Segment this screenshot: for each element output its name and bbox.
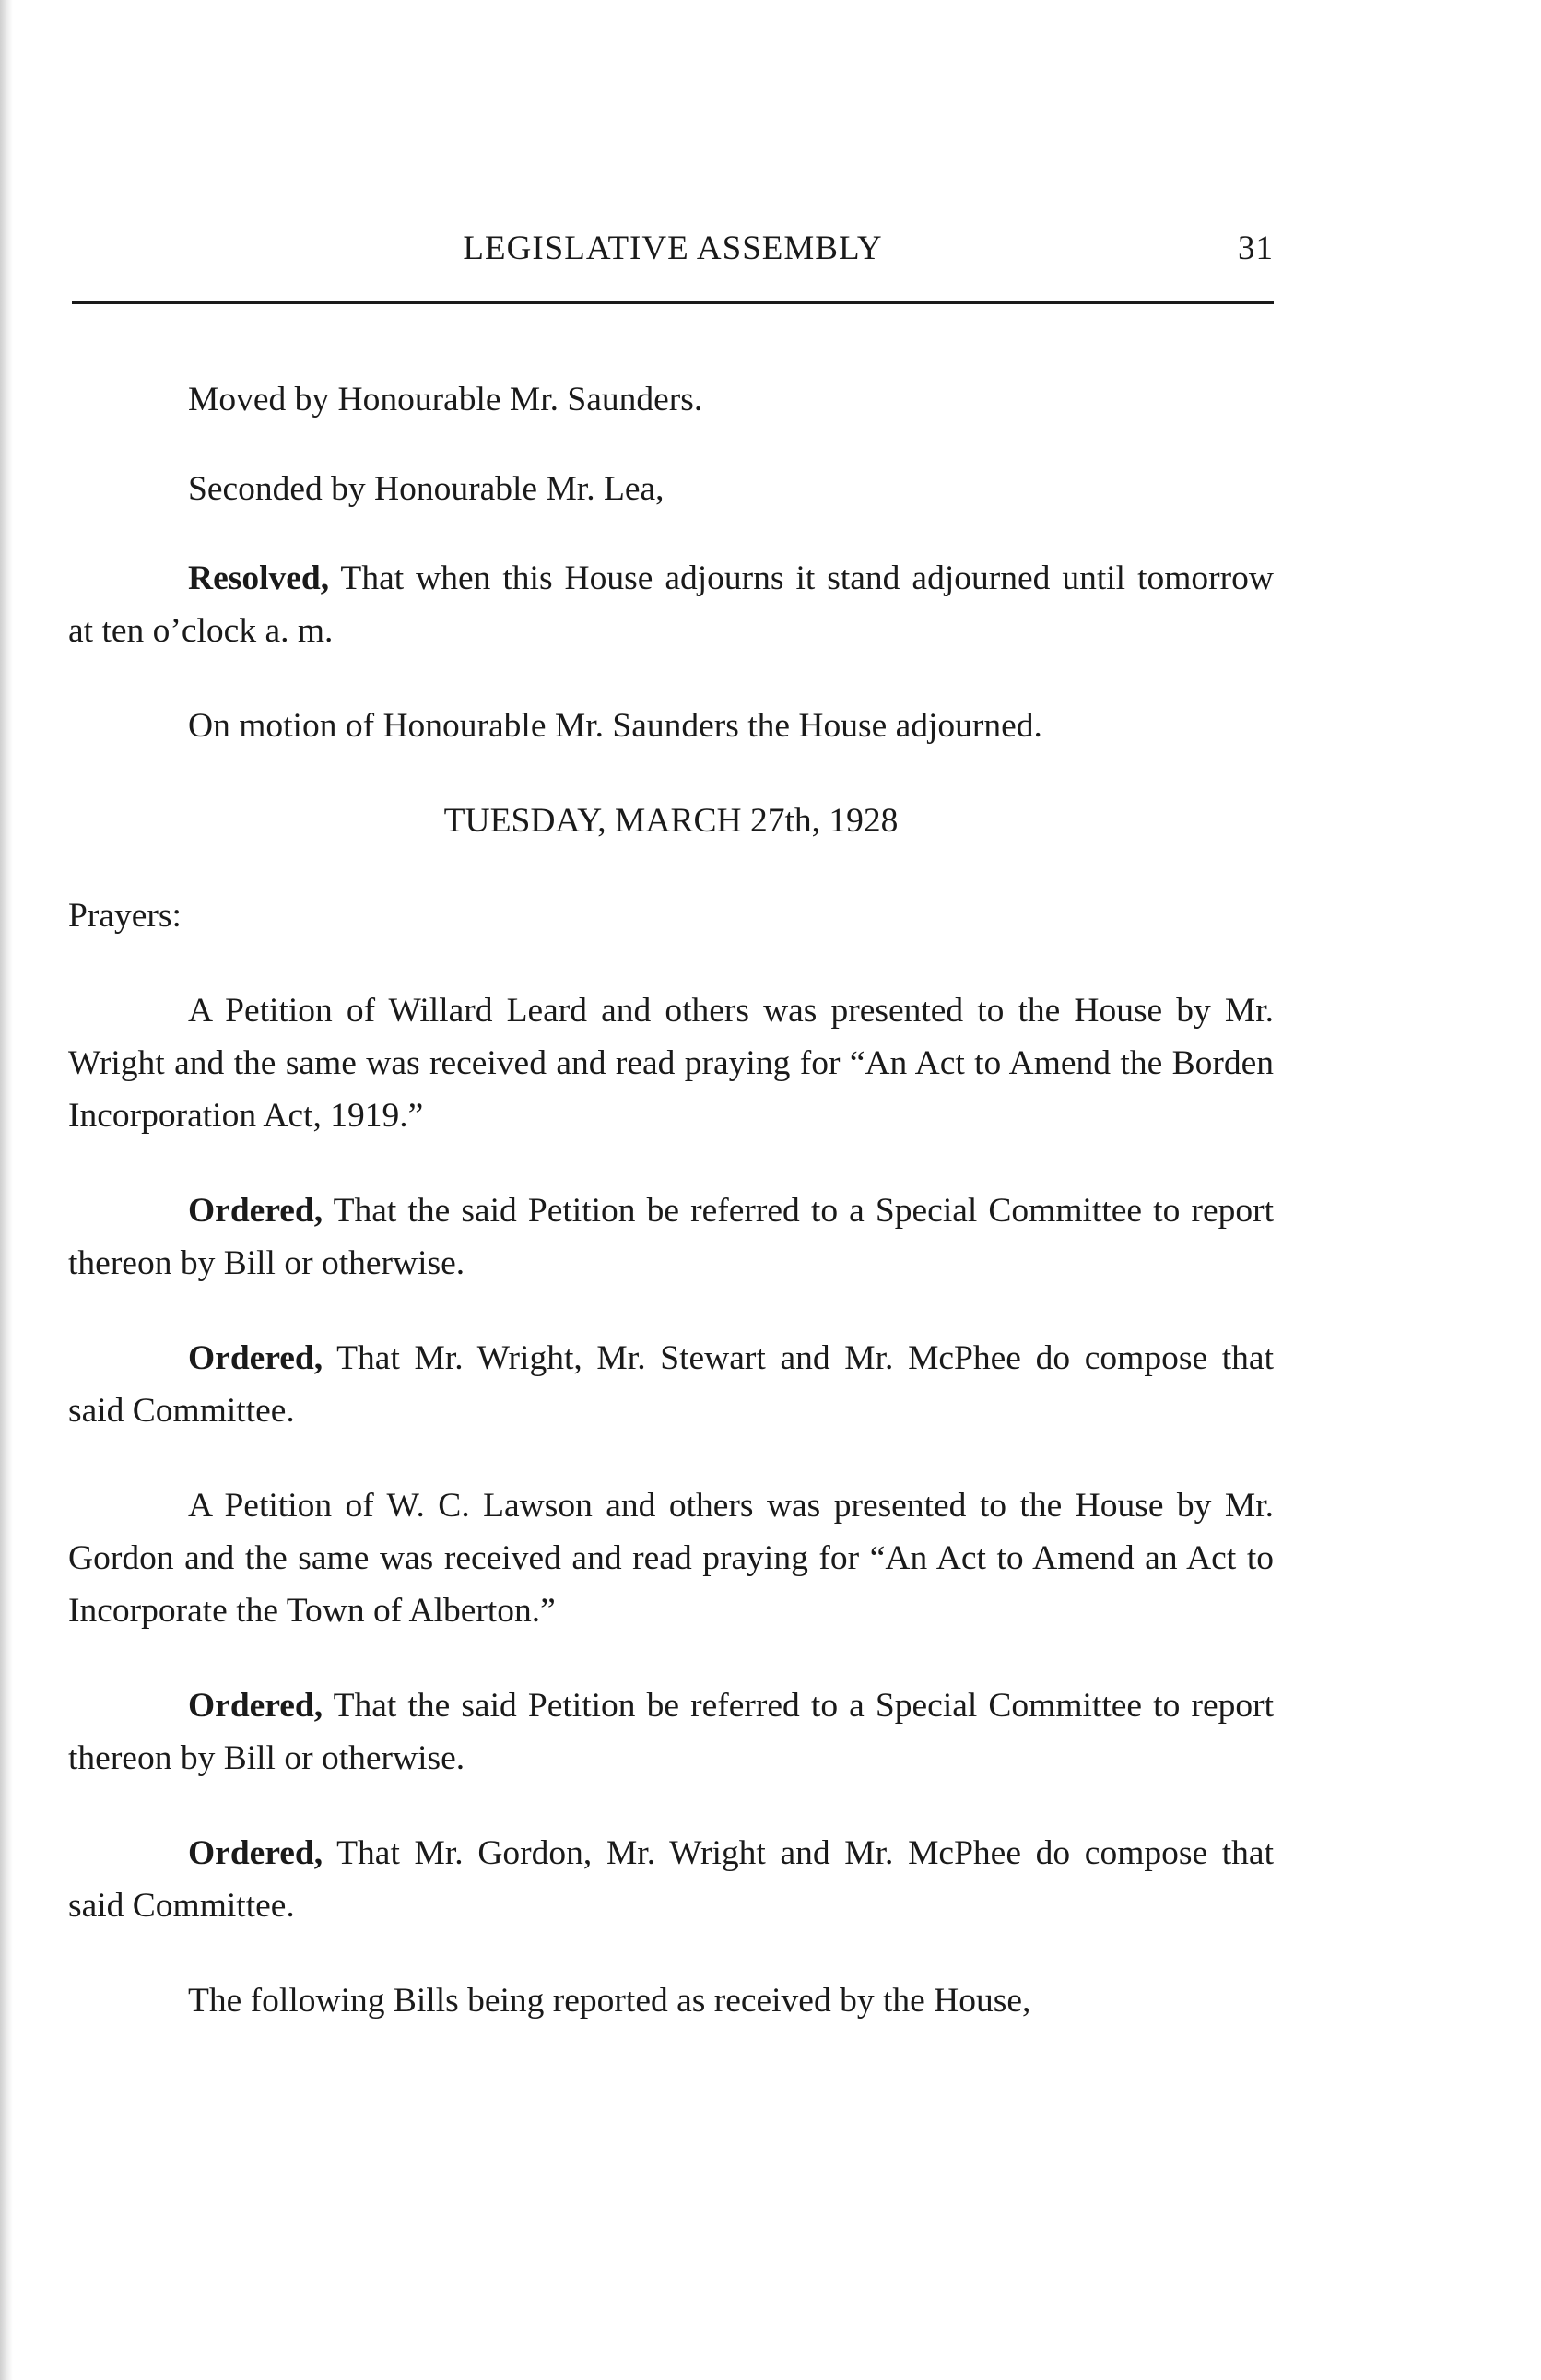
- paragraph-text: Seconded by Honourable Mr. Lea,: [188, 470, 665, 508]
- paragraph-resolved: [68, 552, 1274, 657]
- paragraph-ordered-referral-1: [68, 1184, 1274, 1290]
- paragraph-lead: Ordered,: [188, 1687, 323, 1725]
- paragraph-text: Prayers:: [68, 897, 182, 935]
- paragraph-seconded: [68, 463, 1274, 515]
- paragraph-text: On motion of Honourable Mr. Saunders the House adjourned.: [188, 707, 1042, 745]
- paragraph-ordered-committee-2: [68, 1827, 1274, 1932]
- paragraph-adjourned: [68, 700, 1274, 752]
- paragraph-text: That Mr. Wright, Mr. Stewart and Mr. McPhee do compose that said Committee.: [68, 1339, 1274, 1430]
- paragraph-text: That when this House adjourns it stand adjourned until tomorrow at ten o’clock a. m.: [68, 560, 1274, 650]
- paragraph-text: Moved by Honourable Mr. Saunders.: [188, 381, 703, 418]
- paragraph-text: A Petition of W. C. Lawson and others was presented to the House by Mr. Gordon and the same was received and read praying for “An Act to Amend an Act to Incorporate the Town of Alberton.”: [68, 1487, 1274, 1630]
- paragraph-text: The following Bills being reported as received by the House,: [188, 1982, 1031, 2020]
- paragraph-lead: Ordered,: [188, 1192, 323, 1230]
- paragraph-bills: [68, 1974, 1274, 2027]
- paragraph-text: That Mr. Gordon, Mr. Wright and Mr. McPhee do compose that said Committee.: [68, 1834, 1274, 1925]
- paragraph-prayers: [68, 890, 1274, 942]
- paragraph-lead: Ordered,: [188, 1834, 323, 1872]
- running-header: [72, 229, 1274, 284]
- paragraph-lead: Ordered,: [188, 1339, 323, 1377]
- header-title: LEGISLATIVE ASSEMBLY: [463, 230, 883, 267]
- date-heading: [68, 795, 1274, 847]
- paragraph-ordered-committee-1: [68, 1332, 1274, 1437]
- journal-body: [68, 373, 1274, 2027]
- paragraph-lead: Resolved,: [188, 560, 330, 597]
- header-rule: [72, 301, 1274, 304]
- paragraph-petition-leard: [68, 984, 1274, 1142]
- paragraph-text: A Petition of Willard Leard and others was presented to the House by Mr. Wright and the same was received and read praying for “An Act to Amend the Borden Incorporation Act, 1919.”: [68, 992, 1274, 1135]
- date-heading-text: TUESDAY, MARCH 27th, 1928: [443, 802, 899, 840]
- page-number: 31: [1238, 230, 1274, 267]
- paragraph-moved: [68, 373, 1274, 426]
- paragraph-petition-lawson: [68, 1479, 1274, 1637]
- paragraph-text: That the said Petition be referred to a Special Committee to report thereon by Bill or otherwise.: [68, 1192, 1274, 1282]
- paragraph-text: That the said Petition be referred to a Special Committee to report thereon by Bill or otherwise.: [68, 1687, 1274, 1777]
- paragraph-ordered-referral-2: [68, 1679, 1274, 1785]
